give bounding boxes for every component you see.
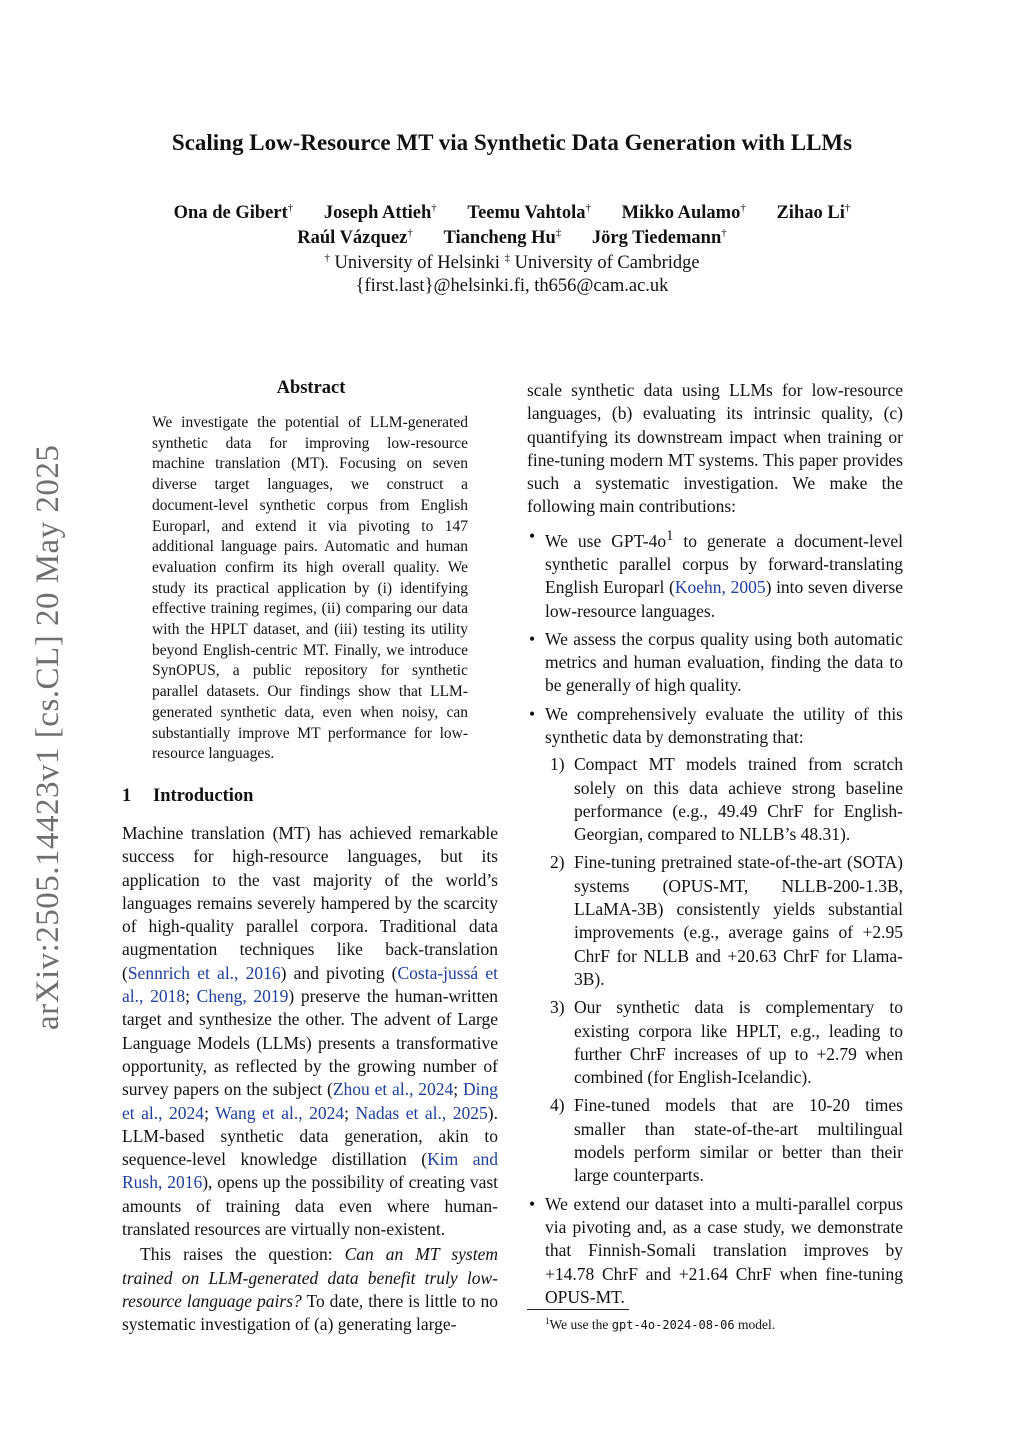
author: Ona de Gibert†: [173, 202, 294, 223]
citation-link[interactable]: Cheng, 2019: [196, 986, 289, 1007]
author: Mikko Aulamo†: [621, 202, 746, 223]
intro-paragraph-1: Machine translation (MT) has achieved remarkable success for high-resource languages, but its application to the vast majority of the world’s languages remains severely hampered by the scarcity of high-quality parallel corpora. Traditional data augmentation techniques like back-translation (Sennrich et al., 2016) and pivoting (Costa-jussá et al., 2018; Cheng, 2019) preserve the human-written target and synthesize the other. The advent of Large Language Models (LLMs) presents a transformative opportunity, as reflected by the growing number of survey papers on the subject (Zhou et al., 2024; Ding et al., 2024; Wang et al., 2024; Nadas et al., 2025). LLM-based synthetic data generation, akin to sequence-level knowledge distillation (Kim and Rush, 2016), opens up the possibility of creating vast amounts of training data even where human-translated resources are virtually non-existent.: [122, 823, 499, 1240]
arxiv-identifier: arXiv:2505.14423v1 [cs.CL] 20 May 2025: [30, 444, 66, 1030]
introduction-body: [122, 822, 498, 1337]
bullet-glyph: •: [529, 703, 536, 724]
list-item: 4) Fine-tuned models that are 10-20 times smaller than state-of-the-art multilingual models perform similar or better than their large counterparts.: [550, 1095, 903, 1186]
author-emails: {first.last}@helsinki.fi, th656@cam.ac.uk: [355, 276, 669, 296]
author: Tiancheng Hu‡: [443, 227, 562, 248]
intro-paragraph-2: This raises the question: Can an MT system trained on LLM-generated data benefit truly low-resource language pairs? To date, there is little to no systematic investigation of (a) generating large-: [122, 1244, 499, 1335]
author: Joseph Attieh†: [323, 202, 437, 223]
list-item: • We extend our dataset into a multi-parallel corpus via pivoting and, as a case study, we demonstrate that Finnish-Somali translation improves by +14.78 ChrF and +21.64 ChrF when fine-tuning OPUS-MT.: [529, 1193, 903, 1307]
list-item: 1) Compact MT models trained from scratch solely on this data achieve strong baseline performance (e.g., 49.49 ChrF for English-Georgian, compared to NLLB’s 48.31).: [550, 754, 903, 845]
section-heading-introduction: 1 Introduction: [122, 786, 254, 806]
citation-link[interactable]: Wang et al., 2024: [215, 1102, 345, 1123]
author: Jörg Tiedemann†: [591, 227, 727, 248]
author-list-row-2: [0, 227, 1024, 249]
right-column-body: [527, 379, 903, 1314]
research-question: Can an MT system trained on LLM-generated data benefit truly low-resource language pairs?: [122, 1244, 498, 1311]
list-item: • We use GPT-$4o^1$ to generate a document-level synthetic parallel corpus by forward-translating English Europarl (Koehn, 2005) into seven diverse low-resource languages.: [529, 525, 904, 621]
list-item: 2) Fine-tuning pretrained state-of-the-art (SOTA) systems (OPUS-MT, NLLB-200-1.3B, LLaMA-3B) consistently yields substantial improvements (e.g., average gains of +2.95 ChrF for NLLB and +20.63 ChrF for Llama-3B).: [550, 852, 903, 989]
bullet-glyph: •: [529, 525, 536, 546]
intro-continuation: scale synthetic data using LLMs for low-resource languages, (b) evaluating its intrinsic quality, (c) quantifying its downstream impact when training or fine-tuning modern MT systems. This paper provides such a systematic investigation. We make the following main contributions:: [527, 380, 903, 517]
utility-findings-list: [545, 753, 903, 1187]
list-item: 3) Our synthetic data is complementary to existing corpora like HPLT, e.g., leading to further ChrF increases of up to +2.79 when combined (for English-Icelandic).: [550, 997, 903, 1088]
contributions-list: [527, 525, 903, 1309]
citation-link[interactable]: Nadas et al., 2025: [355, 1102, 488, 1123]
author: Raúl Vázquez†: [297, 227, 413, 248]
author: Zihao Li†: [776, 202, 851, 223]
author-list-row-1: [0, 202, 1024, 224]
list-item: • We comprehensively evaluate the utility of this synthetic data by demonstrating that: 1) Compact MT models trained from scratch solely on this data achieve strong baseline performance (e.g., 49.49 ChrF for English-Georgian, compared to NLLB’s 48.31). 2) Fine-tuning pretrained state-of-the-art (SOTA) systems (OPUS-MT, NLLB-200-1.3B, LLaMA-3B) consistently yields substantial improvements (e.g., average gains of +2.95 ChrF for NLLB and +20.63 ChrF for Llama-3B). 3) Our synthetic data is complementary to existing corpora like HPLT, e.g., leading to further ChrF increases of up to +2.79 when combined (for English-Icelandic). 4) Fine-tuned models that are 10-20 times smaller than state-of-the-art multilingual models perform similar or better than their large counterparts.: [527, 703, 903, 1188]
citation-link[interactable]: Ding et al., 2024: [122, 1079, 498, 1123]
footnote-marker[interactable]: 1: [666, 527, 674, 544]
footnote: $^1$We use the gpt-4o-2024-08-06 model.: [545, 1316, 776, 1332]
bullet-glyph: •: [529, 1193, 536, 1214]
citation-link[interactable]: Kim and Rush, 2016: [122, 1149, 498, 1193]
citation-link[interactable]: Sennrich et al., 2016: [127, 962, 281, 983]
affiliations: † University of Helsinki ‡ University of Cambridge: [324, 252, 700, 273]
paper-title: Scaling Low-Resource MT via Synthetic Data Generation with LLMs: [171, 130, 853, 155]
abstract-heading: Abstract: [276, 378, 346, 398]
bullet-glyph: •: [529, 628, 536, 649]
footnote-rule: [527, 1309, 629, 1310]
author: Teemu Vahtola†: [467, 202, 591, 223]
citation-link[interactable]: Zhou et al., 2024: [332, 1079, 454, 1100]
abstract-text: We investigate the potential of LLM-generated synthetic data for improving low-resource machine translation (MT). Focusing on seven diverse target languages, we construct a document-level synthetic corpus from English Europarl, and extend it via pivoting to 147 additional language pairs. Automatic and human evaluation confirm its high overall quality. We study its practical application by (i) identifying effective training regimes, (ii) comparing our data with the HPLT dataset, and (iii) testing its utility beyond English-centric MT. Finally, we introduce SynOPUS, a public repository for synthetic parallel datasets. Our findings show that LLM-generated synthetic data, even when noisy, can substantially improve MT performance for low-resource languages.: [152, 414, 468, 763]
citation-link[interactable]: Costa-jussá et al., 2018: [122, 962, 498, 1007]
list-item: • We assess the corpus quality using both automatic metrics and human evaluation, finding the data to be generally of high quality.: [529, 628, 903, 696]
citation-link[interactable]: Koehn, 2005: [674, 577, 766, 598]
